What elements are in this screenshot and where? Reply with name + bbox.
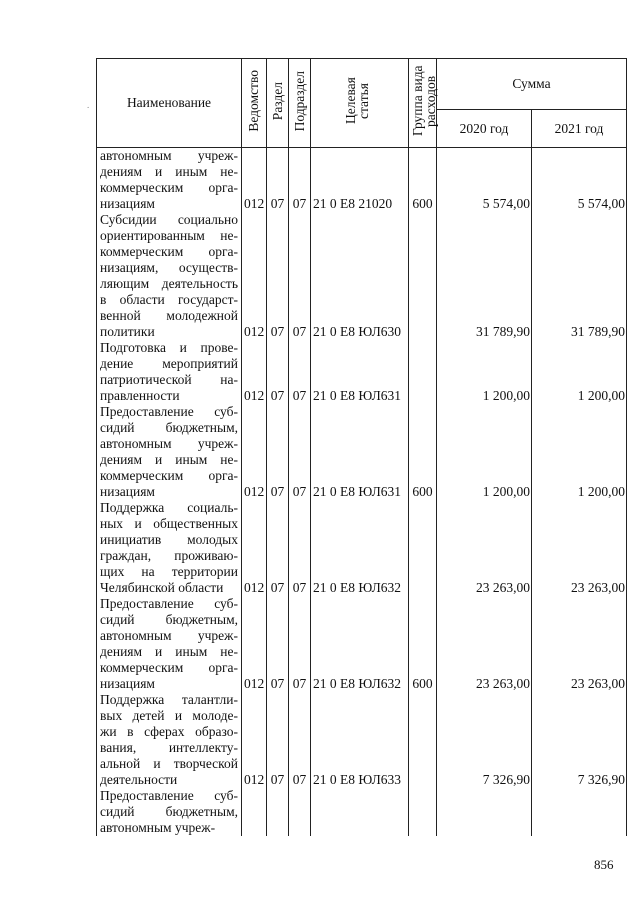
row-name-line: граждан, проживаю- xyxy=(100,548,238,563)
header-razdel: Раздел xyxy=(267,59,289,148)
row-razdel: 07 xyxy=(267,692,289,788)
row-name-line: вания, интеллекту- xyxy=(100,740,238,755)
row-razdel: 07 xyxy=(267,340,289,404)
row-razdel: 07 xyxy=(267,212,289,340)
table-row xyxy=(97,148,627,213)
table-row xyxy=(97,788,627,836)
row-name-line: альной и творческой xyxy=(100,756,238,771)
row-name-line: низациям xyxy=(100,676,155,691)
row-celevaya: 21 0 E8 ЮЛ632 xyxy=(311,596,409,692)
page-number: 856 xyxy=(594,857,614,872)
row-sum-2021: 23 263,00 xyxy=(532,596,627,692)
row-podrazdel: 07 xyxy=(289,340,311,404)
row-name-line: деятельности xyxy=(100,772,178,787)
row-celevaya: 21 0 E8 ЮЛ630 xyxy=(311,212,409,340)
row-podrazdel: 07 xyxy=(289,596,311,692)
row-razdel xyxy=(267,788,289,836)
row-name-line: сидий бюджетным, xyxy=(100,612,238,627)
table-body xyxy=(97,148,627,837)
row-celevaya: 21 0 E8 ЮЛ631 xyxy=(311,340,409,404)
row-sum-2021: 1 200,00 xyxy=(532,404,627,500)
row-celevaya: 21 0 E8 ЮЛ632 xyxy=(311,500,409,596)
header-celevaya: Целевая статья xyxy=(311,59,409,148)
row-razdel: 07 xyxy=(267,500,289,596)
row-name-line: коммерческим орга- xyxy=(100,244,238,259)
row-name xyxy=(97,500,242,596)
row-gruppa xyxy=(409,212,437,340)
row-name-line: ориентированным не- xyxy=(100,228,238,243)
row-name xyxy=(97,212,242,340)
row-name-line: коммерческим орга- xyxy=(100,180,238,195)
row-name-line: автономным учреж- xyxy=(100,436,238,451)
row-ved xyxy=(242,788,267,836)
row-razdel: 07 xyxy=(267,404,289,500)
row-name-line: автономным учреж- xyxy=(100,148,238,163)
row-celevaya: 21 0 E8 ЮЛ631 xyxy=(311,404,409,500)
row-name xyxy=(97,148,242,213)
row-sum-2021: 5 574,00 xyxy=(532,148,627,213)
row-sum-2020: 31 789,90 xyxy=(437,212,532,340)
row-gruppa: 600 xyxy=(409,148,437,213)
row-sum-2021 xyxy=(532,788,627,836)
row-gruppa xyxy=(409,340,437,404)
row-name-line: инициатив молодых xyxy=(100,532,238,547)
row-ved: 012 xyxy=(242,148,267,213)
row-name-line: Предоставление суб- xyxy=(100,596,238,611)
row-gruppa xyxy=(409,788,437,836)
row-name-line: коммерческим орга- xyxy=(100,660,238,675)
table-row xyxy=(97,340,627,404)
row-name-line: Челябинской области xyxy=(100,580,224,595)
row-name-line: сидий бюджетным, xyxy=(100,804,238,819)
row-name-line: Поддержка талантли- xyxy=(100,692,238,707)
row-celevaya xyxy=(311,788,409,836)
row-name-line: дениям и иным не- xyxy=(100,644,238,659)
header-ved: Ведомство xyxy=(242,59,267,148)
row-sum-2020: 23 263,00 xyxy=(437,596,532,692)
table-row xyxy=(97,596,627,692)
row-name-line: жи в сферах образо- xyxy=(100,724,238,739)
row-sum-2020 xyxy=(437,788,532,836)
row-name-line: автономным учреж- xyxy=(100,820,216,835)
row-podrazdel: 07 xyxy=(289,148,311,213)
row-sum-2021: 1 200,00 xyxy=(532,340,627,404)
row-razdel: 07 xyxy=(267,148,289,213)
row-sum-2020: 5 574,00 xyxy=(437,148,532,213)
header-name: Наименование xyxy=(97,59,242,148)
row-name-line: вых детей и молоде- xyxy=(100,708,238,723)
row-name-line: низациям xyxy=(100,196,155,211)
row-name-line: дениям и иным не- xyxy=(100,164,238,179)
row-podrazdel: 07 xyxy=(289,404,311,500)
row-sum-2020: 7 326,90 xyxy=(437,692,532,788)
row-razdel: 07 xyxy=(267,596,289,692)
row-gruppa: 600 xyxy=(409,404,437,500)
row-name-line: Подготовка и прове- xyxy=(100,340,238,355)
row-sum-2020: 23 263,00 xyxy=(437,500,532,596)
header-2020: 2020 год xyxy=(437,110,532,148)
row-name-line: сидий бюджетным, xyxy=(100,420,238,435)
row-name xyxy=(97,788,242,836)
row-name-line: коммерческим орга- xyxy=(100,468,238,483)
row-podrazdel xyxy=(289,788,311,836)
header-gruppa: Группа вида расходов xyxy=(409,59,437,148)
row-name-line: автономным учреж- xyxy=(100,628,238,643)
row-name xyxy=(97,404,242,500)
row-name xyxy=(97,596,242,692)
row-name-line: Предоставление суб- xyxy=(100,404,238,419)
row-gruppa xyxy=(409,500,437,596)
row-name-line: политики xyxy=(100,324,155,339)
row-name-line: ных и общественных xyxy=(100,516,238,531)
row-celevaya: 21 0 E8 21020 xyxy=(311,148,409,213)
row-sum-2021: 7 326,90 xyxy=(532,692,627,788)
row-podrazdel: 07 xyxy=(289,692,311,788)
row-ved: 012 xyxy=(242,692,267,788)
row-name xyxy=(97,692,242,788)
row-name-line: щих на территории xyxy=(100,564,238,579)
row-name-line: дение мероприятий xyxy=(100,356,238,371)
row-celevaya: 21 0 E8 ЮЛ633 xyxy=(311,692,409,788)
row-sum-2020: 1 200,00 xyxy=(437,404,532,500)
row-podrazdel: 07 xyxy=(289,212,311,340)
row-sum-2021: 31 789,90 xyxy=(532,212,627,340)
row-name-line: Предоставление суб- xyxy=(100,788,238,803)
row-sum-2021: 23 263,00 xyxy=(532,500,627,596)
row-name-line: правленности xyxy=(100,388,180,403)
table-row xyxy=(97,500,627,596)
row-name-line: в области государст- xyxy=(100,292,238,307)
table-row xyxy=(97,404,627,500)
row-sum-2020: 1 200,00 xyxy=(437,340,532,404)
row-name-line: Поддержка социаль- xyxy=(100,500,238,515)
budget-table xyxy=(96,58,627,836)
row-name-line: низациям xyxy=(100,484,155,499)
row-ved: 012 xyxy=(242,500,267,596)
margin-mark: . xyxy=(87,100,90,110)
row-name-line: венной молодежной xyxy=(100,308,238,323)
row-podrazdel: 07 xyxy=(289,500,311,596)
table-row xyxy=(97,212,627,340)
row-ved: 012 xyxy=(242,212,267,340)
header-summa: Сумма xyxy=(437,59,627,110)
row-name-line: патриотической на- xyxy=(100,372,238,387)
header-podrazdel: Подраздел xyxy=(289,59,311,148)
header-2021: 2021 год xyxy=(532,110,627,148)
row-gruppa xyxy=(409,692,437,788)
row-name-line: Субсидии социально xyxy=(100,212,238,227)
row-name-line: ляющим деятельность xyxy=(100,276,238,291)
row-name xyxy=(97,340,242,404)
row-ved: 012 xyxy=(242,340,267,404)
row-name-line: дениям и иным не- xyxy=(100,452,238,467)
row-ved: 012 xyxy=(242,404,267,500)
table-row xyxy=(97,692,627,788)
row-ved: 012 xyxy=(242,596,267,692)
row-name-line: низациям, осуществ- xyxy=(100,260,238,275)
table-header xyxy=(97,59,627,148)
row-gruppa: 600 xyxy=(409,596,437,692)
